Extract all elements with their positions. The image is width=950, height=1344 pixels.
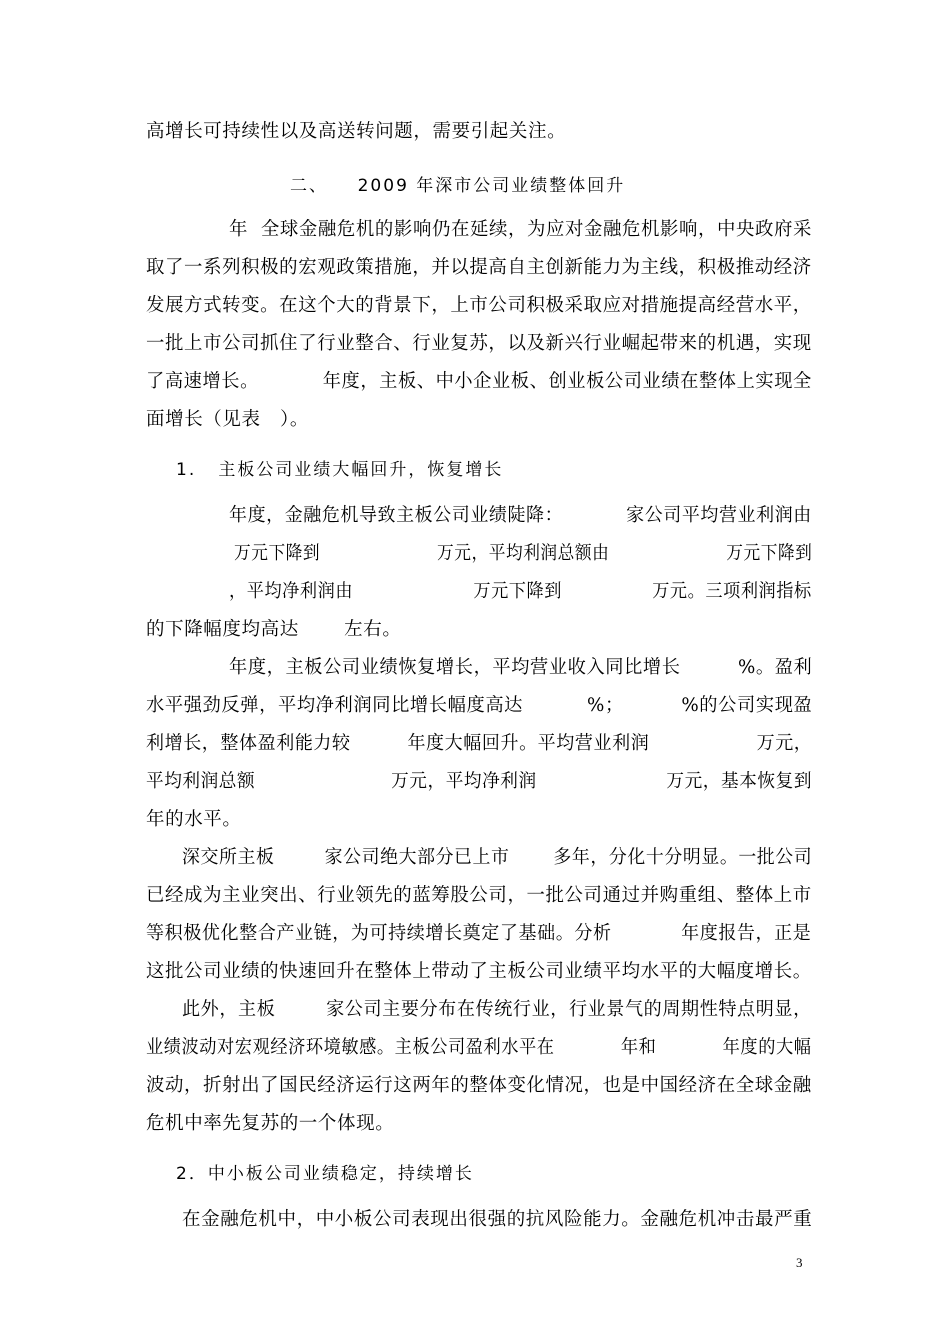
text-line: 发展方式转变。在这个大的背景下，上市公司积极采取应对措施提高经营水平， <box>146 295 812 316</box>
text-line: 的下降幅度均高达 左右。 <box>146 619 402 640</box>
text-line: 深交所主板 家公司绝大部分已上市 多年，分化十分明显。一批公司 <box>182 847 813 868</box>
text-line: 面增长（见表 ）。 <box>146 409 309 430</box>
text-line: 平均利润总额 万元，平均净利润 万元，基本恢复到 <box>146 771 813 792</box>
text-line: 了高速增长。 年度，主板、中小企业板、创业板公司业绩在整体上实现全 <box>146 371 812 392</box>
text-line: 取了一系列积极的宏观政策措施，并以提高自主创新能力为主线，积极推动经济 <box>146 257 812 278</box>
text-line: 高增长可持续性以及高送转问题，需要引起关注。 <box>146 121 567 142</box>
text-line: 水平强劲反弹，平均净利润同比增长幅度高达 %； %的公司实现盈 <box>146 695 813 716</box>
text-line: 波动，折射出了国民经济运行这两年的整体变化情况，也是中国经济在全球金融 <box>146 1075 812 1096</box>
section-heading: 二、 2009 年深市公司业绩整体回升 <box>290 176 626 196</box>
text-line: 这批公司业绩的快速回升在整体上带动了主板公司业绩平均水平的大幅度增长。 <box>146 961 812 982</box>
subsection-heading: 2．中小板公司业绩稳定，持续增长 <box>176 1164 474 1184</box>
page-number: 3 <box>796 1255 803 1270</box>
text-line: 业绩波动对宏观经济环境敏感。主板公司盈利水平在 年和 年度的大幅 <box>146 1037 812 1058</box>
text-line: 年的水平。 <box>146 809 242 830</box>
subsection-heading: 1. 主板公司业绩大幅回升，恢复增长 <box>176 460 504 480</box>
text-line: 已经成为主业突出、行业领先的蓝筹股公司，一批公司通过并购重组、整体上市 <box>146 885 812 906</box>
text-line: 年 全球金融危机的影响仍在延续，为应对金融危机影响，中央政府采 <box>229 219 813 240</box>
text-line: 年度，主板公司业绩恢复增长，平均营业收入同比增长 %。盈利 <box>229 657 813 678</box>
text-line: 利增长，整体盈利能力较 年度大幅回升。平均营业利润 万元， <box>146 733 813 754</box>
text-line: 危机中率先复苏的一个体现。 <box>146 1113 395 1134</box>
text-line: 年度，金融危机导致主板公司业绩陡降： 家公司平均营业利润由 <box>229 505 812 526</box>
text-line: 等积极优化整合产业链，为可持续增长奠定了基础。分析 年度报告，正是 <box>146 923 812 944</box>
text-line: 万元下降到 万元，平均利润总额由 万元下降到 <box>234 543 813 564</box>
text-line: 在金融危机中，中小板公司表现出很强的抗风险能力。金融危机冲击最严重 <box>182 1209 813 1230</box>
text-line: 此外，主板 家公司主要分布在传统行业，行业景气的周期性特点明显， <box>182 999 812 1020</box>
text-line: 一批上市公司抓住了行业整合、行业复苏，以及新兴行业崛起带来的机遇，实现 <box>146 333 812 354</box>
text-line: ，平均净利润由 万元下降到 万元。三项利润指标 <box>229 581 812 602</box>
